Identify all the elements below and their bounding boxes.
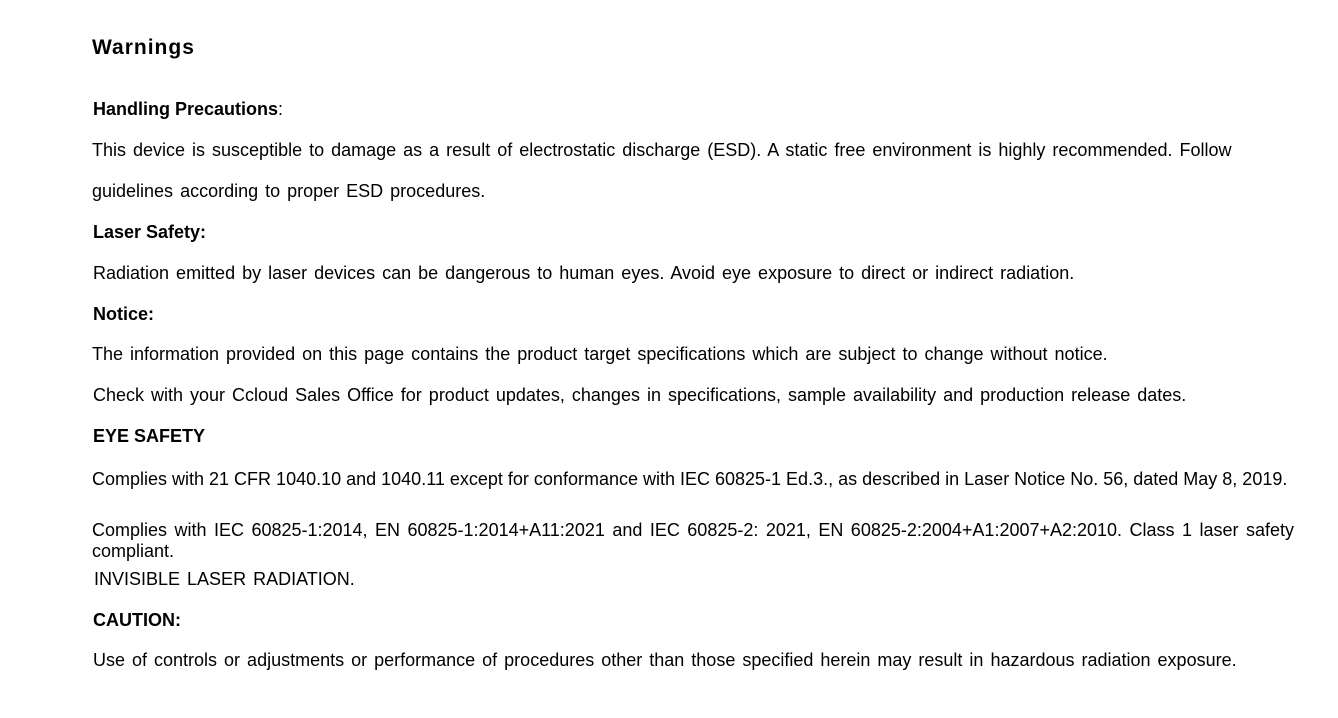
invisible-laser-radiation-text: INVISIBLE LASER RADIATION. [94, 569, 355, 589]
handling-heading-text: Handling Precautions [93, 99, 279, 119]
notice-text-line1: The information provided on this page contains the product target specifications which are subject to change without notice. [92, 344, 1108, 364]
handling-heading-colon: : [278, 99, 284, 119]
eye-safety-heading: EYE SAFETY [93, 426, 206, 446]
notice-heading: Notice: [93, 304, 155, 324]
laser-safety-text: Radiation emitted by laser devices can be dangerous to human eyes. Avoid eye exposure to direct or indirect radiation. [93, 263, 1075, 283]
eye-safety-paragraph-2: Complies with IEC 60825-1:2014, EN 60825-1:2014+A11:2021 and IEC 60825-2: 2021, EN 60825-2:2004+A1:2007+A2:2010. Class 1 laser safety compliant. [92, 520, 1294, 561]
notice-text-line2: Check with your Ccloud Sales Office for product updates, changes in specifications, sample availability and production release dates. [93, 385, 1187, 405]
handling-text-line2: guidelines according to proper ESD procedures. [92, 181, 486, 201]
handling-precautions-heading [93, 98, 283, 120]
page-title: Warnings [92, 36, 195, 59]
laser-safety-heading: Laser Safety: [93, 222, 207, 242]
handling-text-line1: This device is susceptible to damage as a result of electrostatic discharge (ESD). A static free environment is highly recommended. Follow [92, 140, 1232, 160]
caution-text: Use of controls or adjustments or performance of procedures other than those specified herein may result in hazardous radiation exposure. [93, 650, 1237, 670]
eye-safety-paragraph-1: Complies with 21 CFR 1040.10 and 1040.11 except for conformance with IEC 60825-1 Ed.3., as described in Laser Notice No. 56, dated May 8, 2019. [92, 469, 1288, 489]
caution-heading: CAUTION: [93, 610, 181, 630]
